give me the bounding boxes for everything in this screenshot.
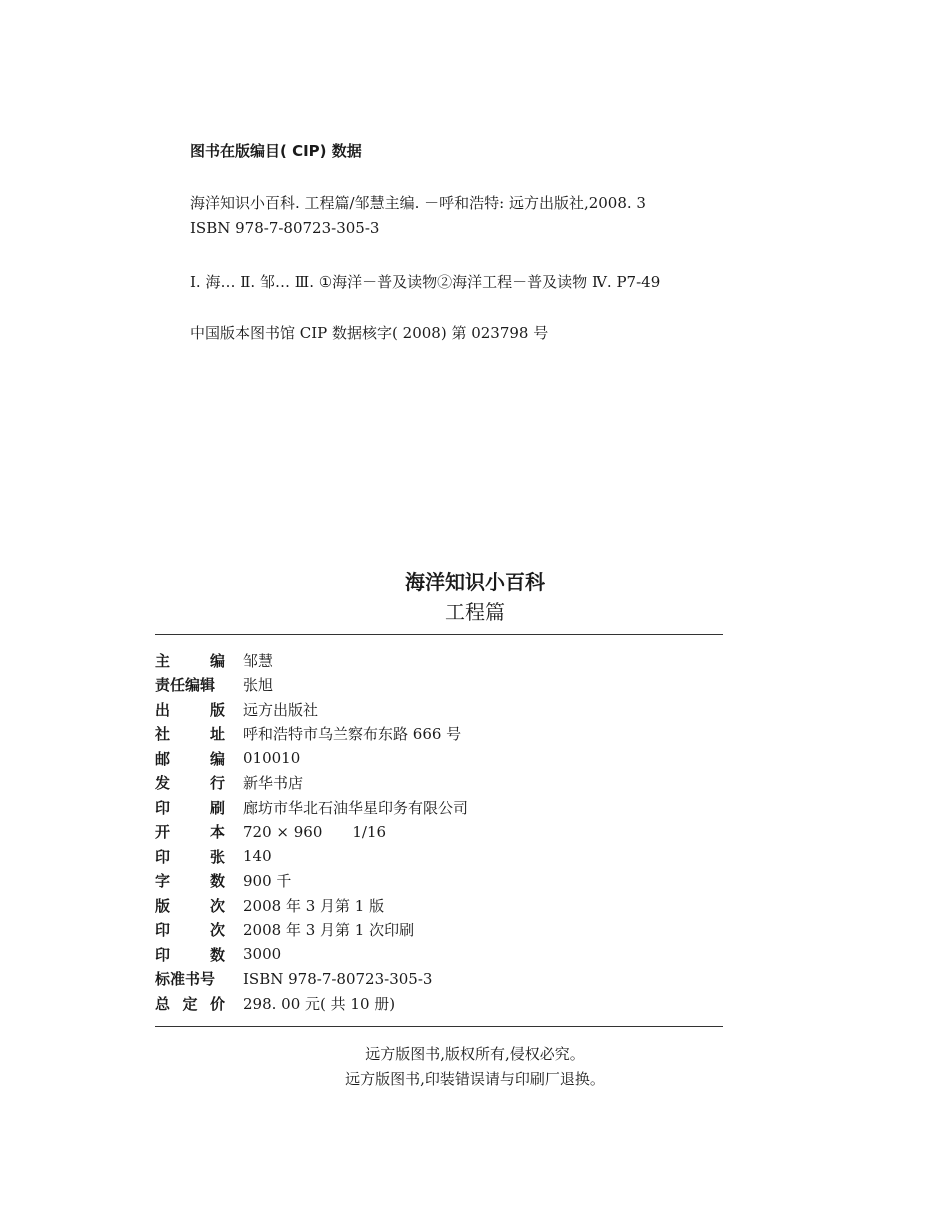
info-row xyxy=(155,697,468,722)
info-label-part: 行 xyxy=(209,774,225,793)
info-label-part: 社 xyxy=(155,725,171,744)
info-label-part: 主 xyxy=(155,651,171,670)
info-row xyxy=(155,722,468,747)
info-label xyxy=(155,895,225,916)
info-label xyxy=(155,699,225,720)
info-label-part: 数 xyxy=(209,945,225,964)
info-label-part: 定 xyxy=(182,994,198,1013)
publication-info xyxy=(155,648,468,1016)
copyright-notice xyxy=(0,1042,950,1092)
info-label-part: 邮 xyxy=(155,749,171,768)
info-row xyxy=(155,942,468,967)
info-label-part: 版 xyxy=(155,896,171,915)
info-label xyxy=(155,846,225,867)
info-value: 720 × 960 1/16 xyxy=(243,823,387,842)
info-value: 廊坊市华北石油华星印务有限公司 xyxy=(243,798,469,817)
cip-isbn-line: ISBN 978-7-80723-305-3 xyxy=(190,219,380,237)
info-label-part: 字 xyxy=(155,872,171,891)
info-value: 2008 年 3 月第 1 次印刷 xyxy=(243,921,415,940)
info-label-part: 次 xyxy=(209,921,225,940)
book-title: 海洋知识小百科 xyxy=(405,570,545,594)
info-value: 2008 年 3 月第 1 版 xyxy=(243,896,385,915)
info-label xyxy=(155,674,225,695)
info-label-part: 址 xyxy=(209,725,225,744)
info-row xyxy=(155,967,468,992)
cip-record-line: 中国版本图书馆 CIP 数据核字( 2008) 第 023798 号 xyxy=(190,324,549,342)
info-label-part: 责任编辑 xyxy=(155,676,216,695)
info-label xyxy=(155,723,225,744)
divider-bottom xyxy=(155,1026,723,1027)
info-label-part: 次 xyxy=(209,896,225,915)
info-row xyxy=(155,820,468,845)
cip-title-line: 海洋知识小百科. 工程篇/邹慧主编. －呼和浩特: 远方出版社,2008. 3 xyxy=(190,194,646,212)
info-row xyxy=(155,771,468,796)
info-label xyxy=(155,797,225,818)
info-label-part: 发 xyxy=(155,774,171,793)
info-row xyxy=(155,746,468,771)
info-label-part: 印 xyxy=(155,847,171,866)
info-label-part: 编 xyxy=(209,749,225,768)
info-value: 邹慧 xyxy=(243,651,274,670)
info-label-part: 数 xyxy=(209,872,225,891)
cip-classification-line: I. 海… Ⅱ. 邹… Ⅲ. ①海洋－普及读物②海洋工程－普及读物 Ⅳ. P7-49 xyxy=(190,273,661,291)
info-value: ISBN 978-7-80723-305-3 xyxy=(243,969,433,988)
info-label xyxy=(155,993,225,1014)
info-row xyxy=(155,844,468,869)
cip-heading: 图书在版编目( CIP) 数据 xyxy=(190,142,362,160)
info-label xyxy=(155,944,225,965)
info-label xyxy=(155,748,225,769)
info-label-part: 标准书号 xyxy=(155,970,216,989)
info-label xyxy=(155,919,225,940)
info-label-part: 开 xyxy=(155,823,171,842)
info-label-part: 印 xyxy=(155,945,171,964)
info-row xyxy=(155,869,468,894)
info-value: 3000 xyxy=(243,945,282,964)
info-row xyxy=(155,673,468,698)
info-row xyxy=(155,918,468,943)
info-label-part: 印 xyxy=(155,921,171,940)
info-value: 010010 xyxy=(243,749,301,768)
info-label xyxy=(155,772,225,793)
info-label xyxy=(155,968,225,989)
info-label-part: 张 xyxy=(209,847,225,866)
divider-top xyxy=(155,634,723,635)
info-label-part: 编 xyxy=(209,651,225,670)
info-row xyxy=(155,893,468,918)
info-label xyxy=(155,870,225,891)
info-value: 远方出版社 xyxy=(243,700,319,719)
return-policy-line: 远方版图书,印装错误请与印刷厂退换。 xyxy=(345,1070,605,1088)
info-label xyxy=(155,650,225,671)
copyright-line: 远方版图书,版权所有,侵权必究。 xyxy=(365,1045,585,1063)
info-label-part: 本 xyxy=(209,823,225,842)
info-label-part: 出 xyxy=(155,700,171,719)
info-label-part: 刷 xyxy=(209,798,225,817)
info-label-part: 总 xyxy=(155,994,171,1013)
info-row xyxy=(155,648,468,673)
info-label-part: 印 xyxy=(155,798,171,817)
info-value: 新华书店 xyxy=(243,774,304,793)
info-label xyxy=(155,821,225,842)
info-row xyxy=(155,991,468,1016)
info-value: 张旭 xyxy=(243,676,274,695)
info-label-part: 价 xyxy=(209,994,225,1013)
book-subtitle: 工程篇 xyxy=(445,600,505,624)
info-value: 呼和浩特市乌兰察布东路 666 号 xyxy=(243,725,462,744)
info-value: 900 千 xyxy=(243,872,292,891)
cip-block xyxy=(190,140,660,346)
info-label-part: 版 xyxy=(209,700,225,719)
info-value: 298. 00 元( 共 10 册) xyxy=(243,994,396,1013)
info-value: 140 xyxy=(243,847,272,866)
info-row xyxy=(155,795,468,820)
